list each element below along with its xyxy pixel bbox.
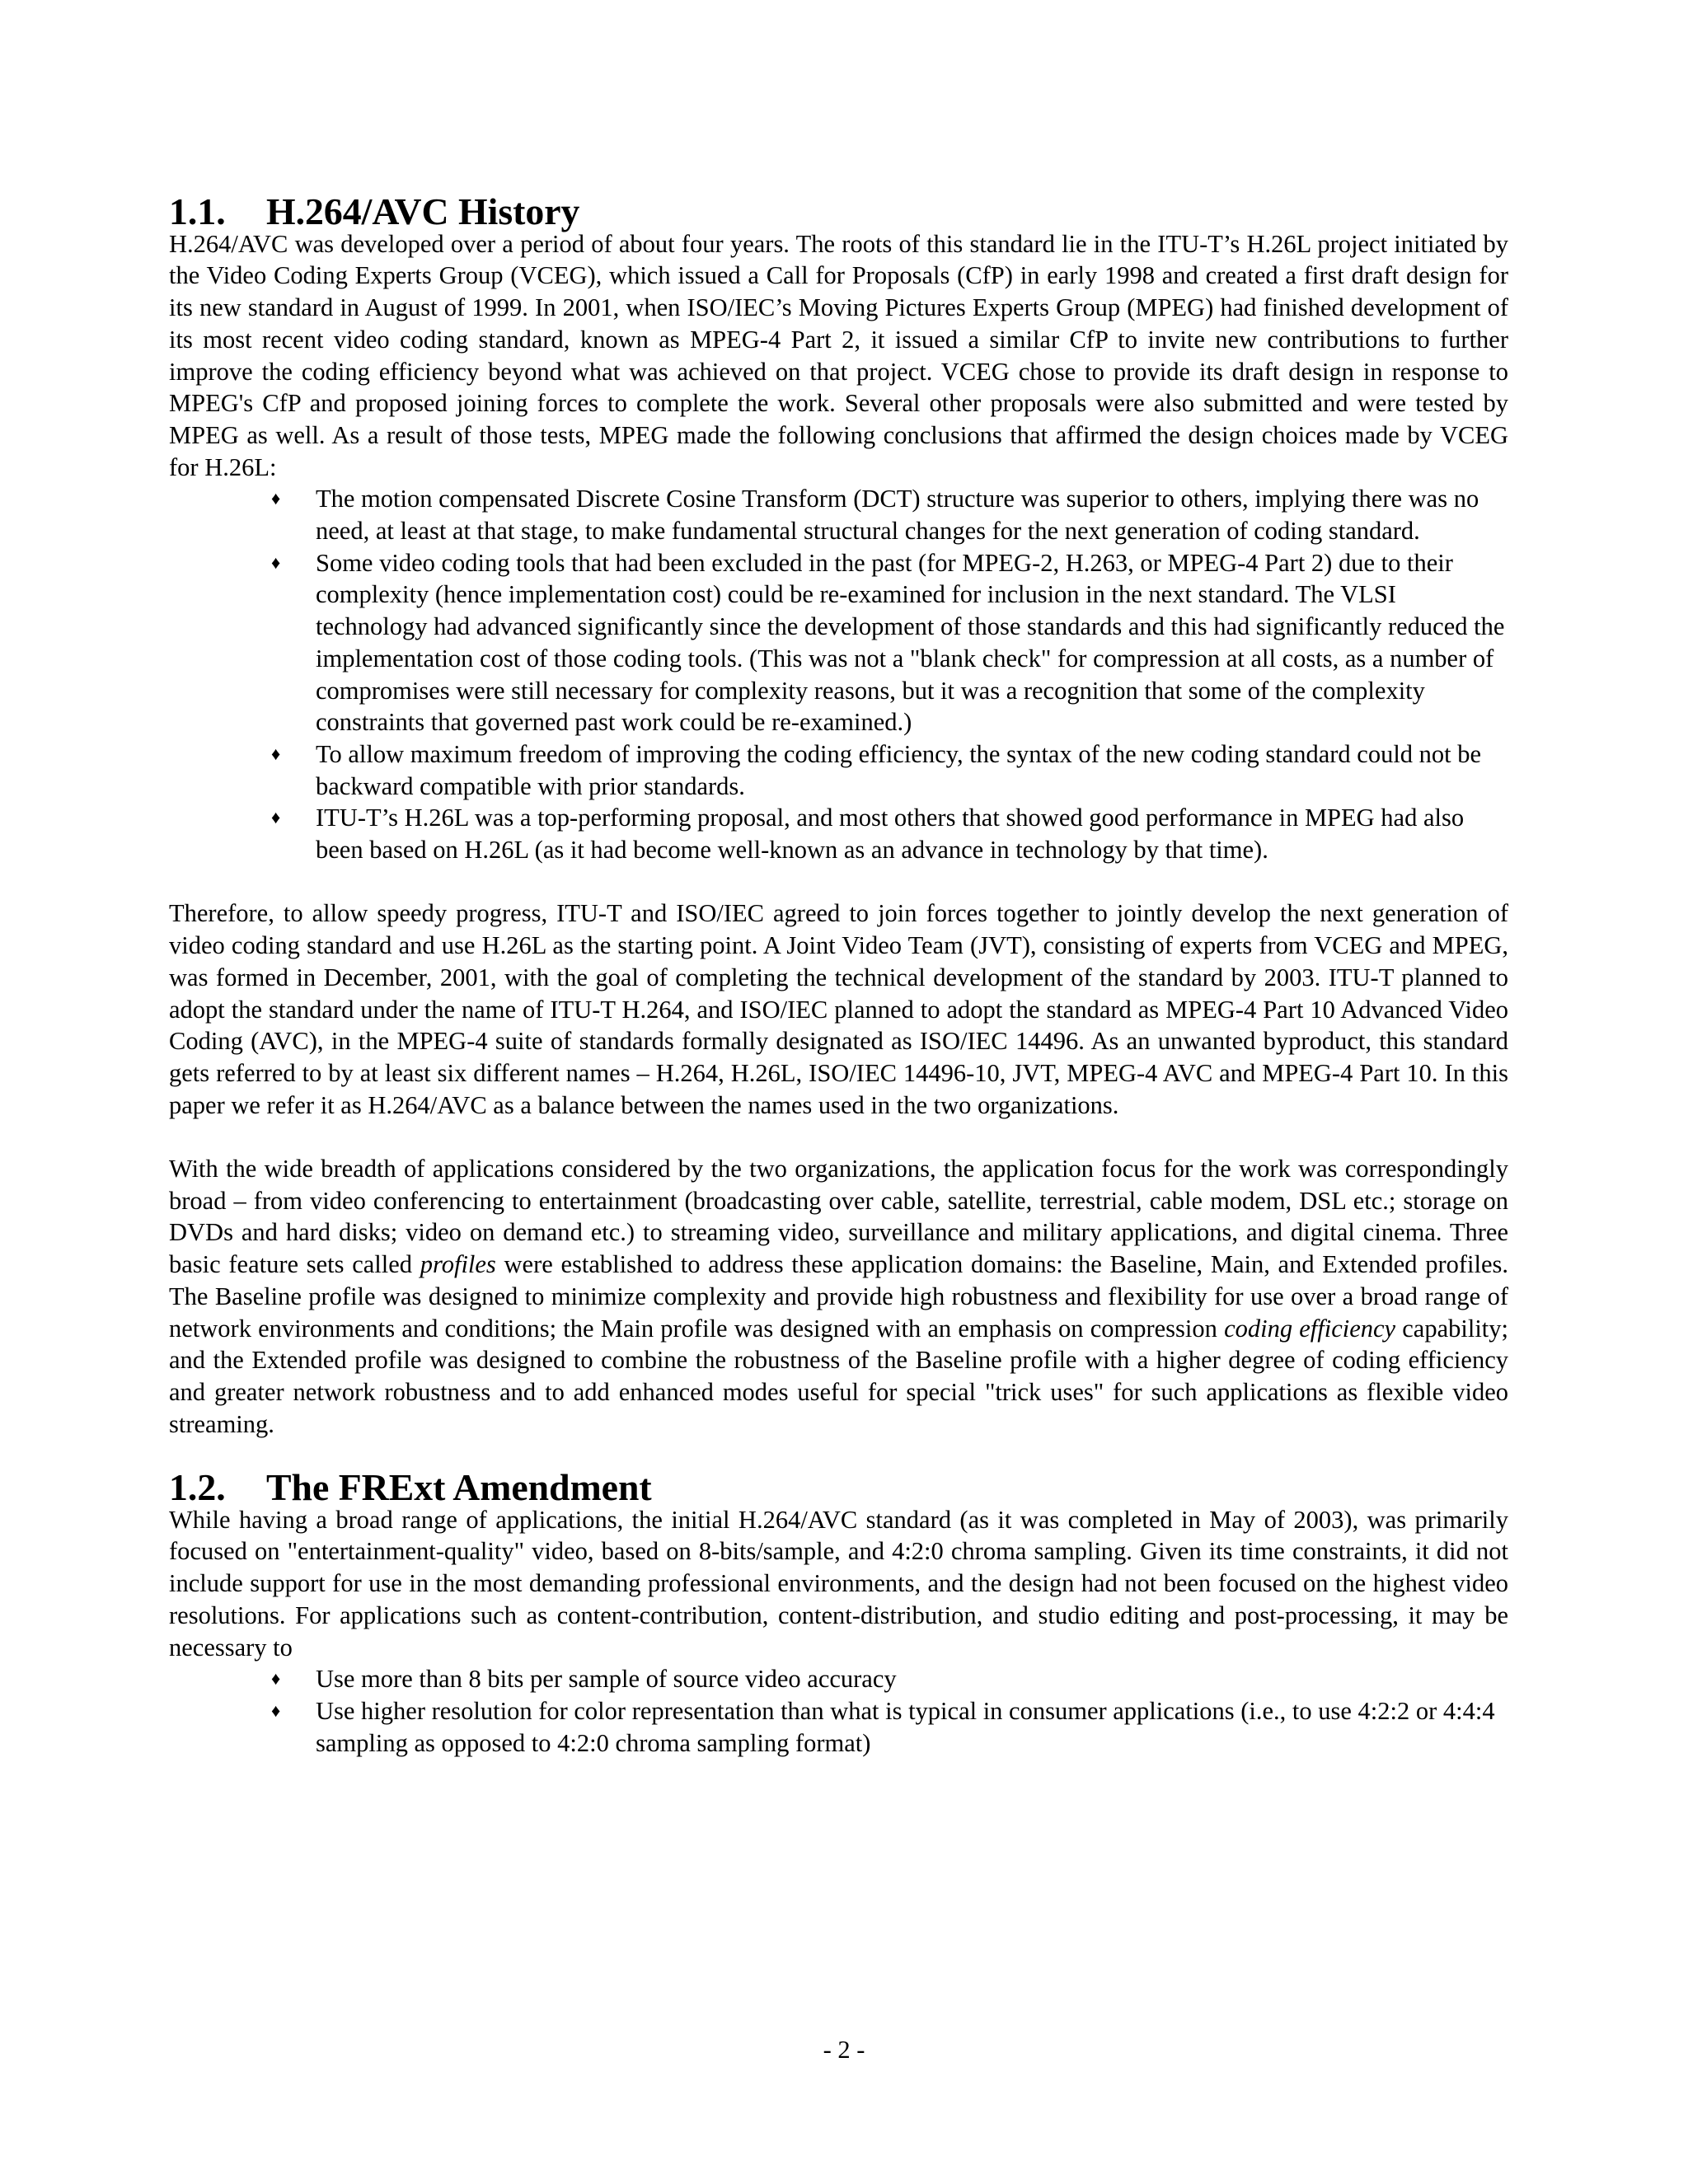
list-item <box>271 738 1508 802</box>
paragraph-text: were established to address these application domains: the Baseline, Main, and Extended profiles. The Baseline profile was designed to minimize complexity and provide high robustness and flexibility for use over a broad range of network environments and conditions; the Main profile was designed with an emphasis on compression <box>169 1250 1508 1343</box>
section-heading <box>169 1466 1508 1509</box>
diamond-bullet-icon: ♦ <box>271 807 281 828</box>
paragraph-text: With the wide breadth of applications considered by the two organizations, the application focus for the work was correspondingly broad – from video conferencing to entertainment (broadcasting over cable, satellite, terrestrial, cable modem, DSL etc.; storage on DVDs and hard disks; video on demand etc.) to streaming video, surveillance and military applications, and digital cinema. Three basic feature sets called <box>169 1155 1508 1279</box>
section-heading <box>169 190 1508 232</box>
list-item <box>271 1695 1508 1759</box>
list-item <box>271 547 1508 738</box>
diamond-bullet-icon: ♦ <box>271 743 281 764</box>
requirements-list <box>169 1663 1508 1759</box>
document-page <box>169 190 1509 1759</box>
italic-term-profiles: profiles <box>420 1250 496 1279</box>
section-frext-amendment <box>169 1466 1508 1759</box>
conclusions-list <box>169 483 1508 865</box>
section-h264-history <box>169 190 1509 1440</box>
diamond-bullet-icon: ♦ <box>271 488 281 509</box>
section-title: H.264/AVC History <box>266 190 580 232</box>
history-paragraph-1: H.264/AVC was developed over a period of about four years. The roots of this standard lie in the ITU-T’s H.26L project initiated by the Video Coding Experts Group (VCEG), which issued a Call for Proposals (CfP) in early 1998 and created a first draft design for its new standard in August of 1999. In 2001, when ISO/IEC’s Moving Pictures Experts Group (MPEG) had finished development of its most recent video coding standard, known as MPEG-4 Part 2, it issued a similar CfP to invite new contributions to further improve the coding efficiency beyond what was achieved on that project. VCEG chose to provide its draft design in response to MPEG's CfP and proposed joining forces to complete the work. Several other proposals were also submitted and were tested by MPEG as well. As a result of those tests, MPEG made the following conclusions that affirmed the design choices made by VCEG for H.26L: <box>169 229 1508 481</box>
list-item-text: ITU-T’s H.26L was a top-performing proposal, and most others that showed good performance in MPEG had also been based on H.26L (as it had become well-known as an advance in technology by that time). <box>316 804 1465 865</box>
italic-term-coding-efficiency: coding efficiency <box>1224 1314 1396 1343</box>
section-number: 1.2. <box>169 1466 226 1509</box>
section-title: The FRExt Amendment <box>266 1466 652 1509</box>
diamond-bullet-icon: ♦ <box>271 1668 281 1690</box>
diamond-bullet-icon: ♦ <box>271 1700 281 1721</box>
paragraph-text: capability; and the Extended profile was designed to combine the robustness of the Baseline profile with a higher degree of coding efficiency and greater network robustness and to add enhanced modes useful for special "trick uses" for such applications as flexible video streaming. <box>169 1314 1509 1438</box>
list-item <box>271 483 1508 546</box>
list-item-text: Use more than 8 bits per sample of source video accuracy <box>316 1665 897 1694</box>
list-item-text: Use higher resolution for color representation than what is typical in consumer applications (i.e., to use 4:2:2 or 4:4:4 sampling as opposed to 4:2:0 chroma sampling format) <box>316 1697 1495 1757</box>
page-number: - 2 - <box>823 2036 865 2064</box>
list-item <box>271 802 1508 865</box>
history-paragraph-2: Therefore, to allow speedy progress, ITU-T and ISO/IEC agreed to join forces together to jointly develop the next generation of video coding standard and use H.26L as the starting point. A Joint Video Team (JVT), consisting of experts from VCEG and MPEG, was formed in December, 2001, with the goal of completing the technical development of the standard by 2003. ITU-T planned to adopt the standard under the name of ITU-T H.264, and ISO/IEC planned to adopt the standard as MPEG-4 Part 10 Advanced Video Coding (AVC), in the MPEG-4 suite of standards formally designated as ISO/IEC 14496. As an unwanted byproduct, this standard gets referred to by at least six different names – H.264, H.26L, ISO/IEC 14496-10, JVT, MPEG-4 AVC and MPEG-4 Part 10. In this paper we refer it as H.264/AVC as a balance between the names used in the two organizations. <box>169 899 1508 1119</box>
list-item-text: To allow maximum freedom of improving the coding efficiency, the syntax of the new coding standard could not be backward compatible with prior standards. <box>316 739 1482 800</box>
diamond-bullet-icon: ♦ <box>271 551 281 573</box>
history-paragraph-3 <box>169 1153 1508 1440</box>
list-item <box>271 1663 1508 1695</box>
list-item-text: The motion compensated Discrete Cosine Transform (DCT) structure was superior to others, implying there was no need, at least at that stage, to make fundamental structural changes for the next generation of coding standard. <box>316 485 1479 546</box>
list-item-text: Some video coding tools that had been excluded in the past (for MPEG-2, H.263, or MPEG-4 Part 2) due to their complexity (hence implementation cost) could be re-examined for inclusion in the next standard. The VLSI technology had advanced significantly since the development of those standards and this had significantly reduced the implementation cost of those coding tools. (This was not a "blank check" for compression at all costs, as a number of compromises were still necessary for complexity reasons, but it was a recognition that some of the complexity constraints that governed past work could be re-examined.) <box>316 548 1505 737</box>
frext-paragraph-1: While having a broad range of applications, the initial H.264/AVC standard (as it was completed in May of 2003), was primarily focused on "entertainment-quality" video, based on 8-bits/sample, and 4:2:0 chroma sampling. Given its time constraints, it did not include support for use in the most demanding professional environments, and the design had not been focused on the highest video resolutions. For applications such as content-contribution, content-distribution, and studio editing and post-processing, it may be necessary to <box>169 1505 1508 1661</box>
section-number: 1.1. <box>169 190 226 232</box>
